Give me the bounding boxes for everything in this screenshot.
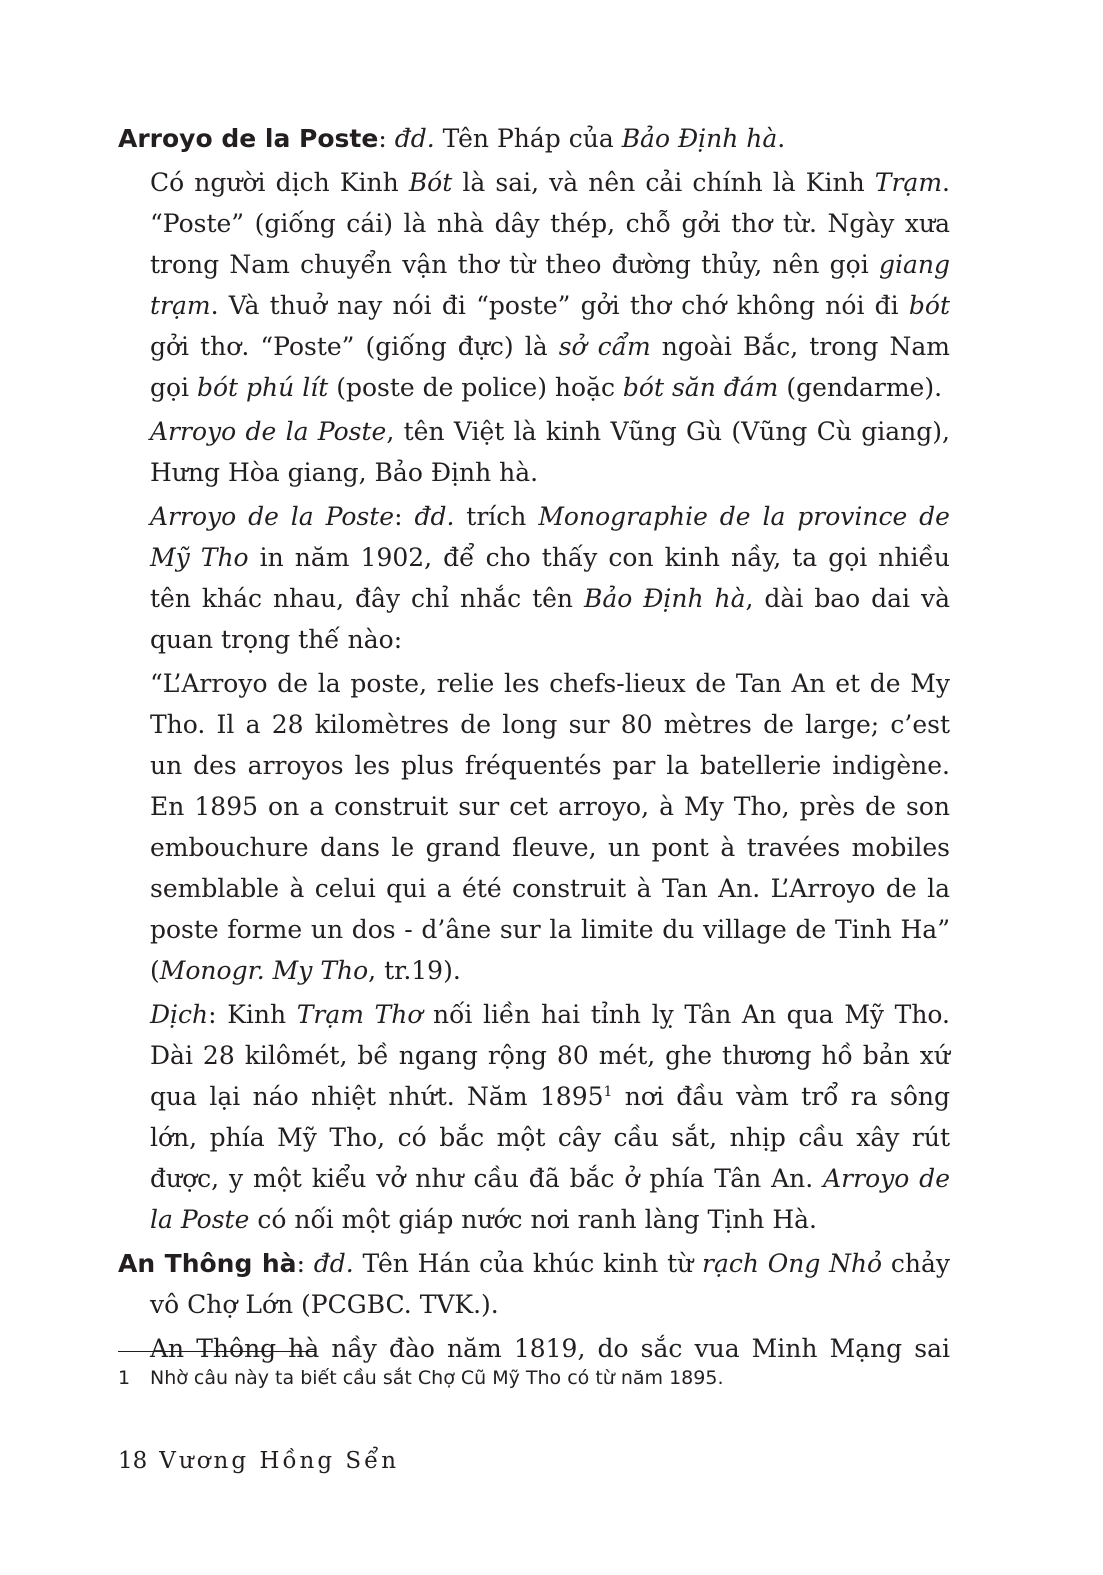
footnote-divider bbox=[118, 1351, 316, 1352]
page-number: 18 bbox=[118, 1448, 148, 1474]
page-footer bbox=[118, 1444, 399, 1478]
paragraph: An Thông hà nầy đào năm 1819, do sắc vua Minh Mạng sai bbox=[150, 1334, 950, 1363]
entry-definition: : đd. Tên Hán của khúc kinh từ rạch Ong Nhỏ chảy vô Chợ Lớn (PCGBC. TVK.). bbox=[150, 1249, 950, 1319]
translation-paragraph: Dịch: Kinh Trạm Thơ nối liền hai tỉnh lỵ Tân An qua Mỹ Tho. Dài 28 kilômét, bề ngang rộng 80 mét, ghe thương hồ bản xứ qua lại náo nhiệt nhứt. Năm 1895$^1$ nơi đầu vàm trổ ra sông lớn, phía Mỹ Tho, có bắc một cây cầu sắt, nhịp cầu xây rút được, y một kiểu vở như cầu đã bắc ở phía Tân An. Arroyo de la Poste có nối một giáp nước nơi ranh làng Tịnh Hà. bbox=[150, 1000, 951, 1234]
footnote-text: Nhờ câu này ta biết cầu sắt Chợ Cũ Mỹ Tho có từ năm 1895. bbox=[150, 1367, 724, 1389]
paragraph: Arroyo de la Poste: đd. trích Monographie de la province de Mỹ Tho in năm 1902, để cho thấy con kinh nầy, ta gọi nhiều tên khác nhau, đây chỉ nhắc tên Bảo Định hà, dài bao dai và quan trọng thế nào: bbox=[150, 502, 950, 654]
footnote-number: 1 bbox=[118, 1367, 131, 1389]
main-text bbox=[118, 118, 950, 1372]
french-quote-paragraph: “L’Arroyo de la poste, relie les chefs-lieux de Tan An et de My Tho. Il a 28 kilomètres de long sur 80 mètres de large; c’est un des arroyos les plus fréquentés par la batellerie indigène. En 1895 on a construit sur cet arroyo, à My Tho, près de son embouchure dans le grand fleuve, un pont à travées mobiles semblable à celui qui a été construit à Tan An. L’Arroyo de la poste forme un dos - d’âne sur la limite du village de Tinh Ha” (Monogr. My Tho, tr.19). bbox=[150, 669, 950, 985]
entry-term: An Thông hà bbox=[118, 1249, 297, 1278]
footnote bbox=[118, 1364, 724, 1392]
author-name: Vương Hồng Sển bbox=[159, 1448, 400, 1474]
paragraph: Arroyo de la Poste, tên Việt là kinh Vũng Gù (Vũng Cù giang), Hưng Hòa giang, Bảo Định hà. bbox=[150, 417, 950, 487]
entry-an-thong-ha bbox=[118, 1243, 950, 1325]
entry-arroyo-de-la-poste bbox=[118, 118, 950, 159]
entry-definition: : đd. Tên Pháp của Bảo Định hà. bbox=[378, 124, 786, 153]
paragraph: Có người dịch Kinh Bót là sai, và nên cải chính là Kinh Trạm. “Poste” (giống cái) là nhà dây thép, chỗ gởi thơ từ. Ngày xưa trong Nam chuyển vận thơ từ theo đường thủy, nên gọi giang trạm. Và thuở nay nói đi “poste” gởi thơ chớ không nói đi bót gởi thơ. “Poste” (giống đực) là sở cẩm ngoài Bắc, trong Nam gọi bót phú lít (poste de police) hoặc bót săn đám (gendarme). bbox=[150, 168, 950, 402]
entry-term: Arroyo de la Poste bbox=[118, 124, 379, 153]
